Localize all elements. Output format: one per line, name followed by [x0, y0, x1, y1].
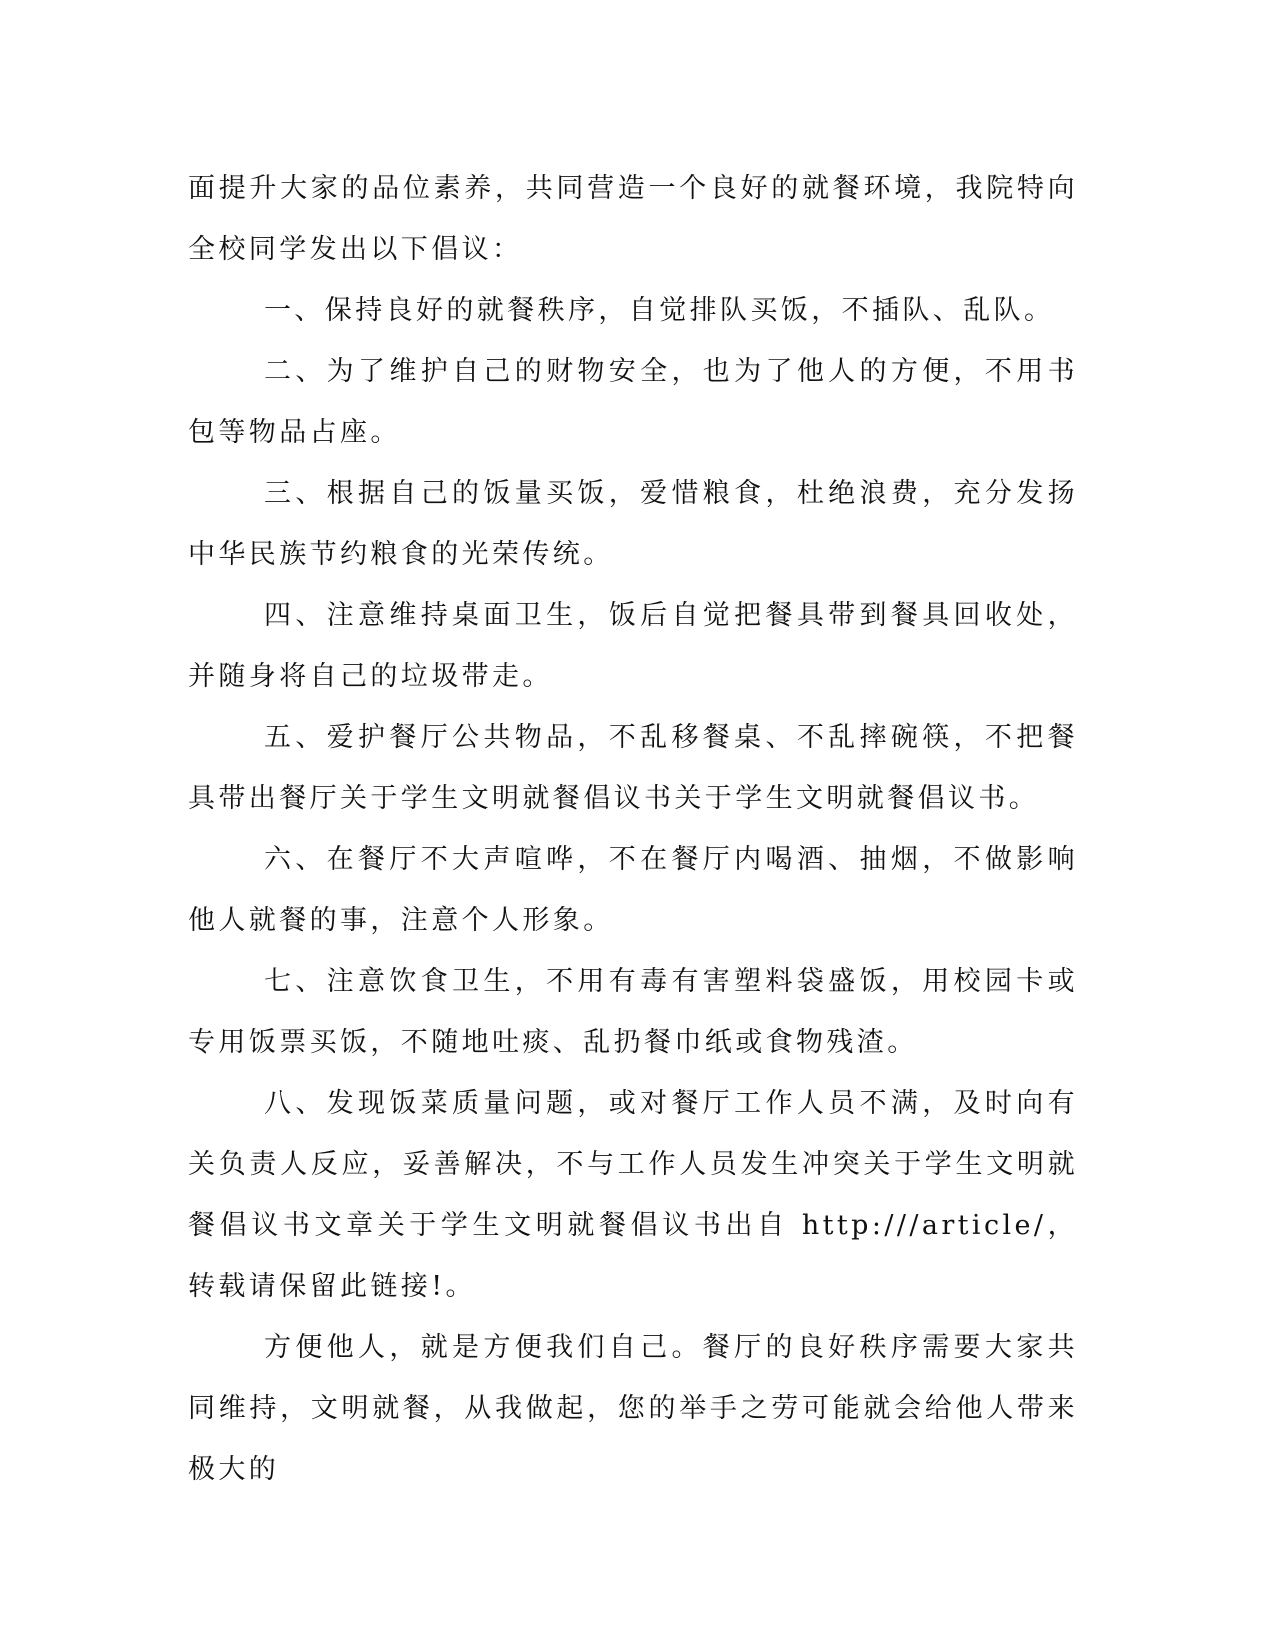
paragraph-item-5: 五、爱护餐厅公共物品，不乱移餐桌、不乱摔碗筷，不把餐具带出餐厅关于学生文明就餐倡议书关于学生文明就餐倡议书。 — [188, 722, 1078, 814]
paragraph-intro: 面提升大家的品位素养，共同营造一个良好的就餐环境，我院特向全校同学发出以下倡议： — [188, 173, 1078, 265]
document-body — [188, 158, 1078, 1500]
paragraph-item-1: 一、保持良好的就餐秩序，自觉排队买饭，不插队、乱队。 — [264, 295, 1055, 326]
paragraph-closing: 方便他人，就是方便我们自己。餐厅的良好秩序需要大家共同维持，文明就餐，从我做起，您的举手之劳可能就会给他人带来极大的 — [188, 1332, 1078, 1485]
paragraph-item-2: 二、为了维护自己的财物安全，也为了他人的方便，不用书包等物品占座。 — [188, 356, 1078, 448]
paragraph-item-3: 三、根据自己的饭量买饭，爱惜粮食，杜绝浪费，充分发扬中华民族节约粮食的光荣传统。 — [188, 478, 1078, 570]
paragraph-item-4: 四、注意维持桌面卫生，饭后自觉把餐具带到餐具回收处，并随身将自己的垃圾带走。 — [188, 600, 1078, 692]
paragraph-item-6: 六、在餐厅不大声喧哗，不在餐厅内喝酒、抽烟，不做影响他人就餐的事，注意个人形象。 — [188, 844, 1078, 936]
paragraph-item-7: 七、注意饮食卫生，不用有毒有害塑料袋盛饭，用校园卡或专用饭票买饭，不随地吐痰、乱扔餐巾纸或食物残渣。 — [188, 966, 1078, 1058]
paragraph-item-8: 八、发现饭菜质量问题，或对餐厅工作人员不满，及时向有关负责人反应，妥善解决，不与工作人员发生冲突关于学生文明就餐倡议书文章关于学生文明就餐倡议书出自 http:///article/，转载请保留此链接!。 — [188, 1088, 1078, 1302]
